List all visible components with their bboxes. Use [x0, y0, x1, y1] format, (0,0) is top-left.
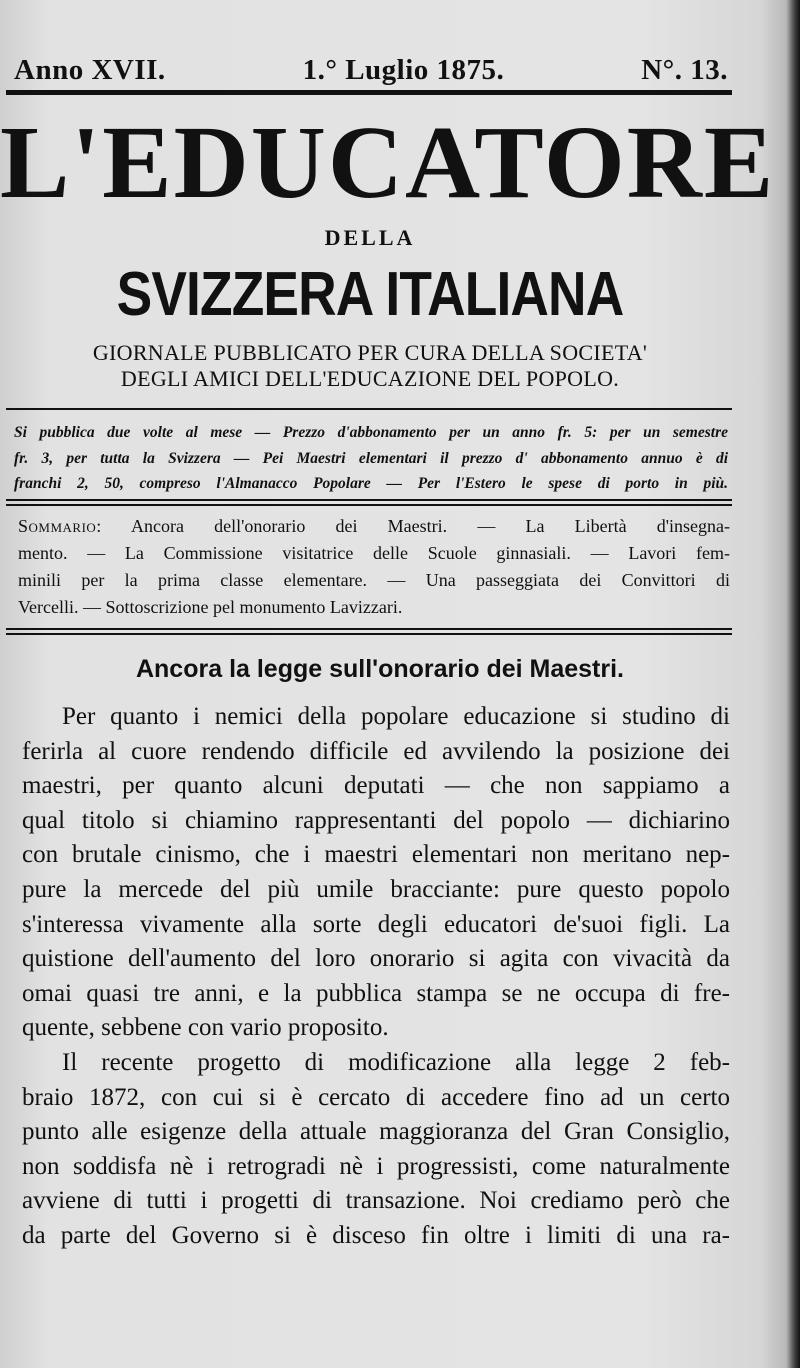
- summary: [18, 513, 730, 621]
- article-line: Il recente progetto di modificazione alla legge 2 feb-: [62, 1048, 730, 1076]
- article-line: quistione dell'aumento del loro onorario si agita con vivacità da: [22, 945, 730, 973]
- masthead-title: L'EDUCATORE: [0, 105, 776, 220]
- article-line: avviene di tutti i progetti di transazione. Noi crediamo però che: [22, 1187, 730, 1215]
- issue-header: [14, 54, 728, 87]
- summary-line: Vercelli. — Sottoscrizione pel monumento Lavizzari.: [18, 597, 403, 617]
- issue-number: N°. 13.: [641, 54, 728, 86]
- article-line: ferirla al cuore rendendo difficile ed avvilendo la posizione dei: [22, 737, 730, 765]
- article-line: non soddisfa nè i retrogradi nè i progressisti, come naturalmente: [22, 1152, 730, 1180]
- publication-rule-bottom: [6, 504, 732, 506]
- article-body: [22, 700, 730, 1254]
- article-line: maestri, per quanto alcuni deputati — che non sappiamo a: [22, 772, 730, 800]
- summary-rule-top: [6, 628, 732, 630]
- publication-note: [14, 420, 728, 497]
- article-line: Per quanto i nemici della popolare educazione si studino di: [62, 703, 730, 730]
- article-line: braio 1872, con cui si è cercato di accedere fino ad un certo: [22, 1083, 730, 1111]
- publication-rule-top: [6, 499, 732, 501]
- summary-label: Sommario:: [18, 516, 102, 536]
- article-line: omai quasi tre anni, e la pubblica stampa se ne occupa di fre-: [22, 979, 730, 1007]
- issue-year: Anno XVII.: [14, 54, 166, 86]
- header-rule: [6, 90, 732, 95]
- article-line: con brutale cinismo, che i maestri elementari non meritano nep-: [22, 841, 730, 869]
- masthead-rule: [6, 408, 732, 410]
- article-title: Ancora la legge sull'onorario dei Maestri.: [135, 655, 624, 683]
- masthead-della: DELLA: [324, 225, 416, 250]
- summary-line: mento. — La Commissione visitatrice delle Scuole ginnasiali. — Lavori fem-: [18, 543, 730, 563]
- article-line: da parte del Governo si è disceso fin oltre i limiti di una ra-: [22, 1221, 730, 1249]
- article-line: punto alle esigenze della attuale maggioranza del Gran Consiglio,: [22, 1118, 730, 1146]
- summary-line: minili per la prima classe elementare. — Una passeggiata dei Convittori di: [18, 570, 730, 590]
- masthead-subtitle-1: GIORNALE PUBBLICATO PER CURA DELLA SOCIETA': [92, 340, 648, 365]
- publication-note-line: Si pubblica due volte al mese — Prezzo d'abbonamento per un anno fr. 5: per un semestre: [14, 424, 728, 441]
- article-line: qual titolo si chiamino rappresentanti del popolo — dichiarino: [22, 806, 730, 834]
- article-line: pure la mercede del più umile bracciante: pure questo popolo: [22, 875, 730, 903]
- summary-rule-bottom: [6, 633, 732, 635]
- summary-line: Sommario: Ancora dell'onorario dei Maestri. — La Libertà d'insegna-: [18, 516, 730, 536]
- publication-note-line: franchi 2, 50, compreso l'Almanacco Popolare — Per l'Estero le spese di porto in più.: [14, 475, 728, 492]
- masthead-region: SVIZZERA ITALIANA: [116, 260, 624, 329]
- article-line: s'interessa vivamente alla sorte degli educatori de'suoi figli. La: [22, 910, 730, 938]
- masthead-subtitle-2: DEGLI AMICI DELL'EDUCAZIONE DEL POPOLO.: [120, 366, 620, 391]
- article-line: quente, sebbene con vario proposito.: [22, 1014, 389, 1042]
- publication-note-line: fr. 3, per tutta la Svizzera — Pei Maestri elementari il prezzo d' abbonamento annuo è di: [14, 449, 728, 467]
- page-edge-shadow: [786, 0, 800, 1368]
- issue-date: 1.° Luglio 1875.: [302, 54, 505, 86]
